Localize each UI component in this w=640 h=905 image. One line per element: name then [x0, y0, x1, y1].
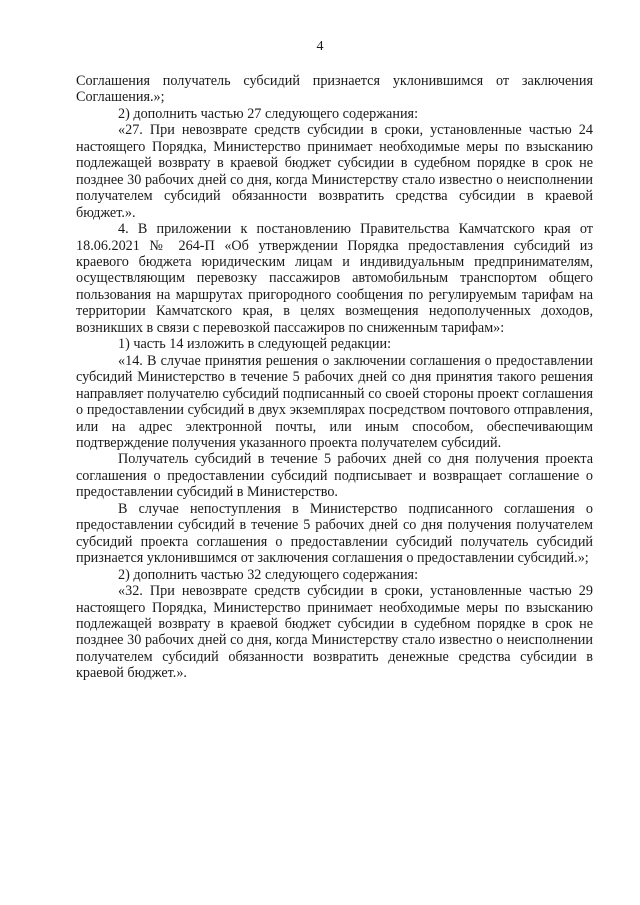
paragraph-5: 1) часть 14 изложить в следующей редакции: [118, 336, 392, 353]
page-number: 4 [316, 39, 324, 54]
paragraph-7: Получатель субсидий в течение 5 рабочих дней со дня получения проекта соглашения о предоставлении субсидий подписывает и возвращает соглашение о предоставлении субсидий в Министерство. [76, 451, 593, 501]
paragraph-10: «32. При невозврате средств субсидии в сроки, установленные частью 29 настоящего Порядка, Министерство принимает необходимые меры по взысканию подлежащей возврату в краевой бюджет субсидии в судебном порядке в срок не позднее 30 рабочих дней со дня, когда Министерству стало известно о неисполнении получателем субсидий обязанности возвратить денежные средства субсидии в краевой бюджет.». [76, 583, 593, 682]
paragraph-6: «14. В случае принятия решения о заключении соглашения о предоставлении субсидий Министерство в течение 5 рабочих дней со дня принятия такого решения направляет получателю субсидий подписанный со своей стороны проект соглашения о предоставлении субсидий в двух экземплярах посредством почтового отправления, или на адрес электронной почты, или иным способом, обеспечивающим подтверждение получения указанного проекта получателем субсидий. [76, 352, 593, 451]
paragraph-1: Соглашения получатель субсидий признается уклонившимся от заключения Соглашения.»; [76, 73, 593, 106]
document-body [76, 73, 593, 682]
paragraph-3: «27. При невозврате средств субсидии в сроки, установленные частью 24 настоящего Порядка, Министерство принимает необходимые меры по взысканию подлежащей возврату в краевой бюджет субсидии в судебном порядке в срок не позднее 30 рабочих дней со дня, когда Министерству стало известно о неисполнении получателем субсидий обязанности возвратить средства субсидии в краевой бюджет.». [76, 122, 593, 221]
paragraph-9: 2) дополнить частью 32 следующего содержания: [118, 566, 419, 583]
paragraph-8: В случае непоступления в Министерство подписанного соглашения о предоставлении субсидий в течение 5 рабочих дней со дня получения получателем субсидий проекта соглашения о предоставлении субсидий получатель субсидий признается уклонившимся от заключения соглашения о предоставлении субсидий.»; [76, 500, 593, 567]
paragraph-4: 4. В приложении к постановлению Правительства Камчатского края от 18.06.2021 № 264-П «Об утверждении Порядка предоставления субсидий из краевого бюджета юридическим лицам и индивидуальным предпринимателям, осуществляющим перевозку пассажиров автомобильным транспортом общего пользования на маршрутах пригородного сообщения по регулируемым тарифам на территории Камчатского края, в целях возмещения недополученных доходов, возникших в связи с перевозкой пассажиров по сниженным тарифам»: [76, 221, 593, 336]
paragraph-2: 2) дополнить частью 27 следующего содержания: [118, 105, 419, 122]
